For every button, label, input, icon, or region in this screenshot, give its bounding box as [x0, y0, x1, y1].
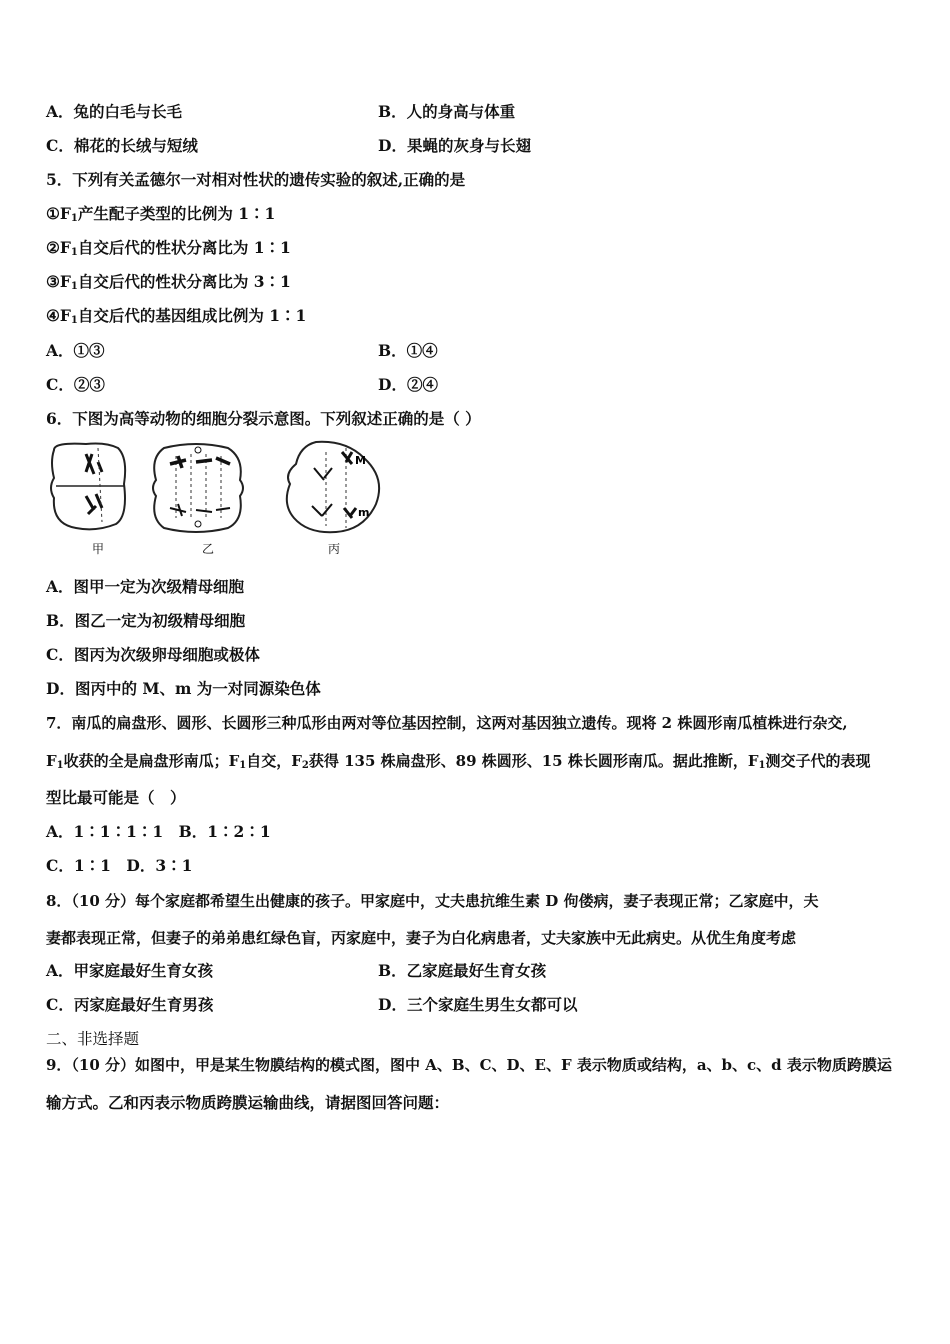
- q8-line-1: 8．（10 分）每个家庭都希望生出健康的孩子。甲家庭中，丈夫患抗维生素 D 佝偻病，妻子表现正常；乙家庭中，夫: [46, 892, 819, 910]
- caption-yi: 乙: [202, 542, 215, 556]
- q5-option-c: C．②③: [46, 375, 105, 394]
- chromosome-icon: [314, 468, 332, 480]
- cell-yi-membrane: [153, 444, 243, 532]
- q6-option-c: C．图丙为次级卵母细胞或极体: [46, 645, 260, 664]
- q8-line-2: 妻都表现正常，但妻子的弟弟患红绿色盲，丙家庭中，妻子为白化病患者，丈夫家族中无此病史。从优生角度考虑: [46, 929, 797, 947]
- q5-item-3: $③F_1$自交后代的性状分离比为 3∶1: [46, 272, 291, 292]
- q5-option-d: D．②④: [378, 375, 438, 394]
- spindle-fibers: [326, 448, 346, 528]
- chromosome-icon: [86, 494, 102, 514]
- q4-option-d: D．果蝇的灰身与长翅: [378, 136, 531, 155]
- q7-line-2: $F_1$收获的全是扁盘形南瓜；$F_1$自交，$F_2$获得 135 株扁盘形、89 株圆形、15 株长圆形南瓜。据此推断，$F_1$测交子代的表现: [46, 752, 871, 771]
- q9-line-2: 输方式。乙和丙表示物质跨膜运输曲线，请据图回答问题：: [46, 1093, 450, 1112]
- q7-line-1: 7．南瓜的扁盘形、圆形、长圆形三种瓜形由两对等位基因控制，这两对基因独立遗传。现将 2 株圆形南瓜植株进行杂交,: [46, 714, 848, 732]
- centrosome-icon: [195, 447, 201, 453]
- q8-option-d: D．三个家庭生男生女都可以: [378, 995, 578, 1014]
- section-heading: 二、非选择题: [46, 1030, 140, 1048]
- q4-option-a: A．兔的白毛与长毛: [46, 102, 183, 121]
- q4-option-b: B．人的身高与体重: [378, 102, 516, 121]
- q5-stem: 5．下列有关孟德尔一对相对性状的遗传实验的叙述,正确的是: [46, 170, 466, 189]
- q8-option-b: B．乙家庭最好生育女孩: [378, 961, 547, 980]
- q6-stem: 6．下图为高等动物的细胞分裂示意图。下列叙述正确的是（ ）: [46, 409, 481, 428]
- cell-division-figure: [46, 438, 406, 560]
- caption-jia: 甲: [92, 542, 105, 556]
- chromosome-icon: [312, 504, 332, 516]
- q4-option-c: C．棉花的长绒与短绒: [46, 136, 198, 155]
- spindle-fiber: [98, 448, 102, 522]
- q8-option-c: C．丙家庭最好生育男孩: [46, 995, 214, 1014]
- cell-division-diagram: [46, 438, 406, 538]
- q5-option-b: B．①④: [378, 341, 438, 360]
- chromosome-icon: [342, 452, 352, 464]
- q5-option-a: A．①③: [46, 341, 105, 360]
- q6-option-b: B．图乙一定为初级精母细胞: [46, 611, 246, 630]
- q6-option-a: A．图甲一定为次级精母细胞: [46, 577, 245, 596]
- q6-option-d: D．图丙中的 M、m 为一对同源染色体: [46, 679, 321, 698]
- label-M: M: [355, 454, 366, 467]
- q7-options-2: C．1∶1 D．3∶1: [46, 856, 193, 875]
- q5-item-1: $①F_1$产生配子类型的比例为 1∶1: [46, 204, 276, 224]
- q9-line-1: 9．（10 分）如图中，甲是某生物膜结构的模式图，图中 A、B、C、D、E、F 表示物质或结构，a、b、c、d 表示物质跨膜运: [46, 1056, 892, 1074]
- caption-bing: 丙: [328, 542, 341, 556]
- q8-option-a: A．甲家庭最好生育女孩: [46, 961, 214, 980]
- q7-options-1: A．1∶1∶1∶1 B．1∶2∶1: [46, 822, 271, 841]
- q5-item-2: $②F_1$自交后代的性状分离比为 1∶1: [46, 238, 291, 258]
- q7-line-3: 型比最可能是（ ）: [46, 788, 186, 807]
- label-m: m: [358, 506, 370, 519]
- chromosome-icon: [86, 454, 102, 474]
- q5-item-4: $④F_1$自交后代的基因组成比例为 1∶1: [46, 306, 307, 326]
- centrosome-icon: [195, 521, 201, 527]
